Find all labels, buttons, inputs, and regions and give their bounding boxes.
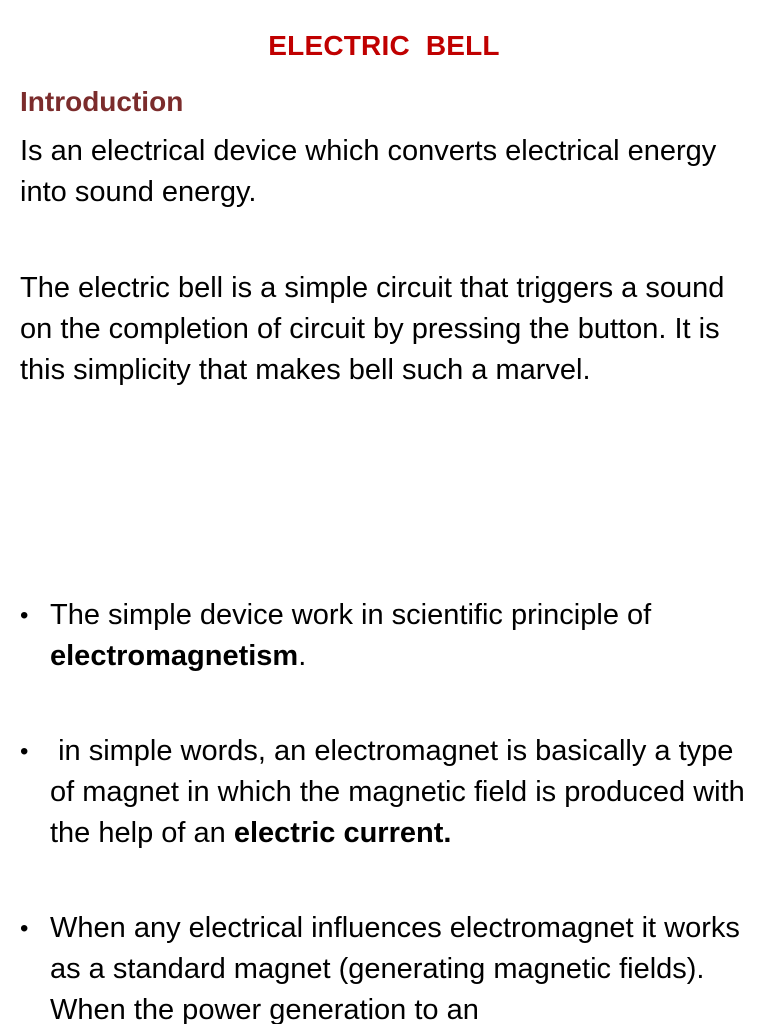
bullet-icon: •: [20, 738, 29, 765]
bullet-list: [20, 595, 753, 1024]
bullet-bold-text: electromagnetism: [50, 640, 299, 672]
bullet-icon: •: [20, 915, 29, 942]
bullet-item-electromagnet: [20, 731, 753, 854]
description-paragraph: The electric bell is a simple circuit that triggers a sound on the completion of circuit by pressing the button. It is this simplicity that makes bell such a marvel.: [20, 272, 725, 386]
bullet-item-influence: [20, 908, 750, 1024]
bullet-text: When any electrical influences electromagnet it works as a standard magnet (generating magnetic fields). When the power generation to an: [50, 912, 740, 1024]
bullet-text: in simple words, an electromagnet is basically a type of magnet in which the magnetic field is produced with the help of an: [50, 735, 753, 849]
bullet-icon: •: [20, 602, 29, 629]
page-title: ELECTRIC BELL: [268, 30, 500, 61]
bullet-text-after: .: [298, 640, 307, 672]
bullet-bold-text: electric current.: [233, 817, 452, 849]
bullet-item-principle: [20, 595, 750, 677]
bullet-text: The simple device work in scientific principle of: [50, 599, 652, 631]
section-heading: Introduction: [20, 86, 184, 117]
intro-paragraph: Is an electrical device which converts electrical energy into sound energy.: [20, 135, 717, 208]
